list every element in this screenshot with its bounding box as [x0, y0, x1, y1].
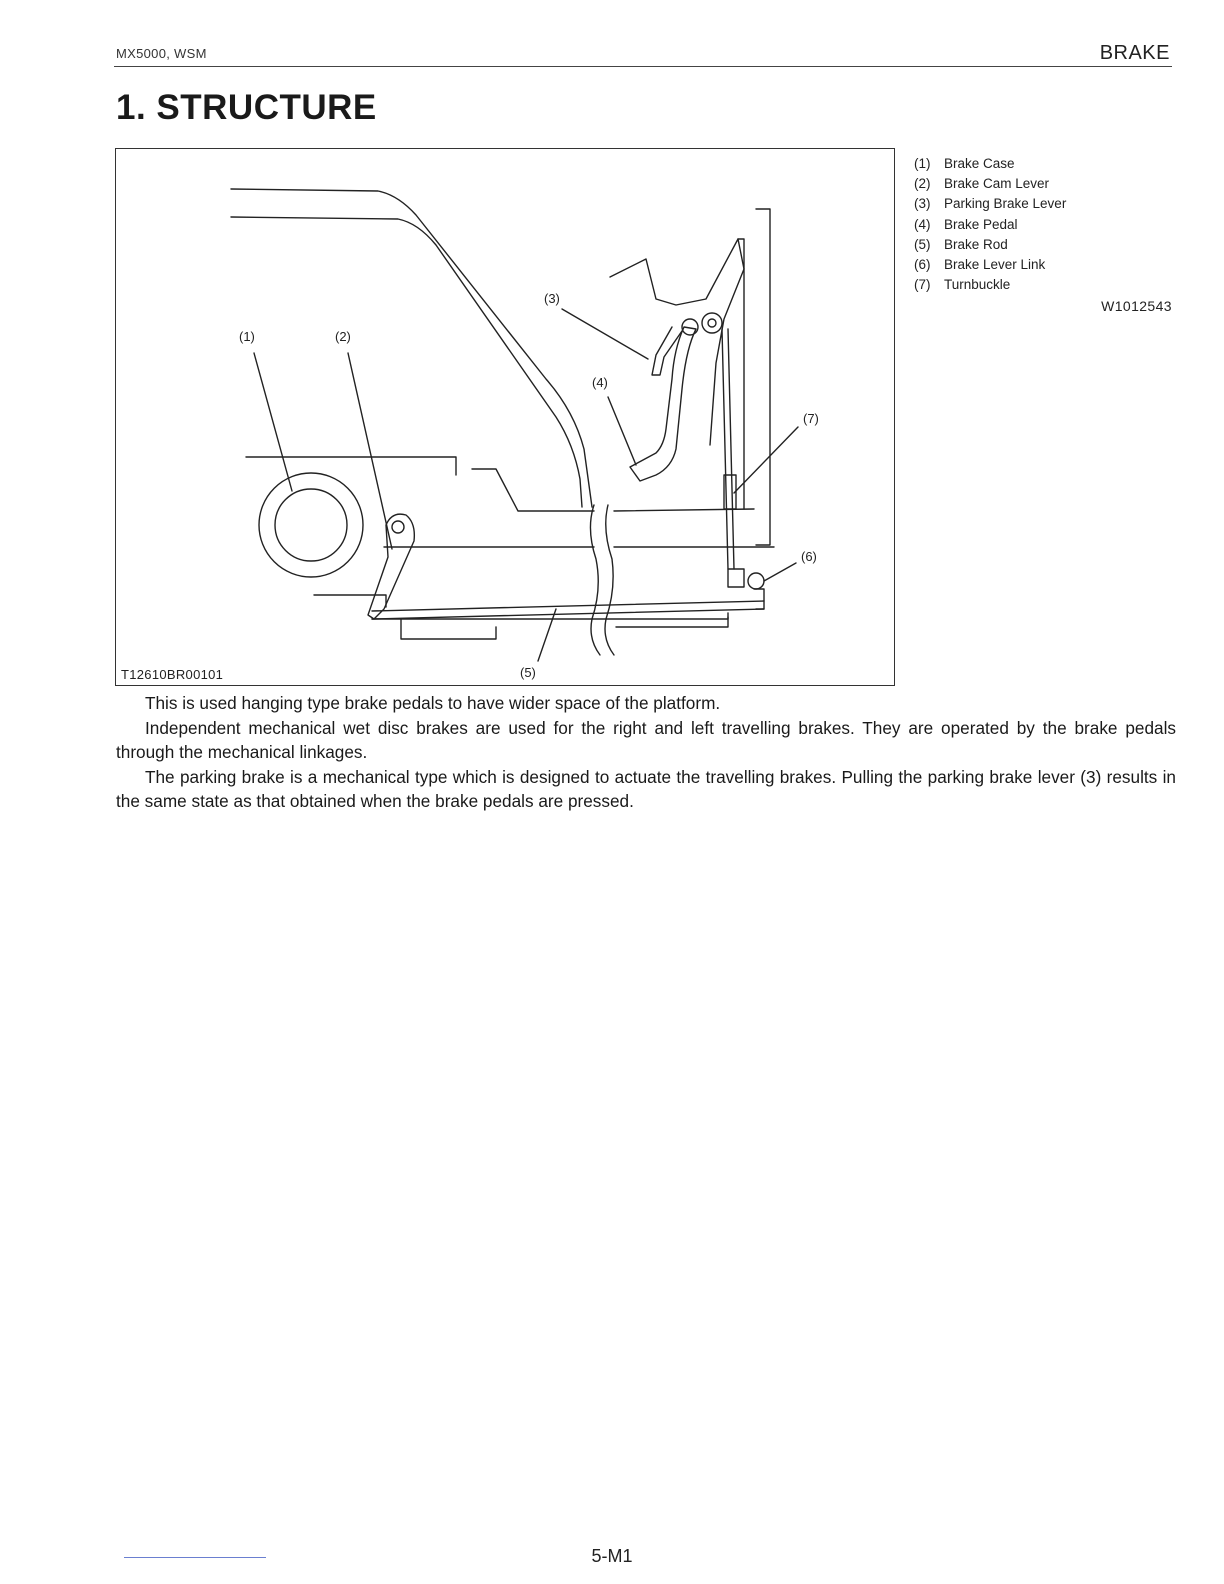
fender-outline — [231, 189, 592, 507]
brake-structure-figure — [115, 148, 895, 686]
leader-2 — [348, 353, 392, 549]
paragraph: The parking brake is a mechanical type which is designed to actuate the travelling brakes. Pulling the parking brake lever (3) results in the same state as that obtained when the brake pedals are pressed. — [116, 766, 1176, 811]
brake-pedal-arm — [630, 327, 696, 481]
leader-3 — [562, 309, 648, 359]
document-code: W1012543 — [1101, 298, 1172, 314]
brake-structure-diagram — [116, 149, 895, 686]
callout-2: (2) — [335, 329, 351, 344]
rear-panel-inner — [738, 239, 744, 509]
callout-3: (3) — [544, 291, 560, 306]
legend-item: (7) Turnbuckle — [914, 277, 1011, 293]
page-number: 5-M1 — [591, 1546, 633, 1566]
break-line-right — [605, 505, 614, 655]
platform-body — [246, 457, 594, 511]
break-line-left — [590, 505, 600, 655]
leader-6 — [764, 563, 796, 581]
manual-name: MX5000, WSM — [116, 46, 207, 61]
callout-1: (1) — [239, 329, 255, 344]
body-text — [116, 691, 1176, 814]
turnbuckle-rod — [722, 329, 734, 569]
section-name: BRAKE — [1099, 42, 1170, 64]
brake-cam-lever — [368, 514, 414, 619]
leader-5 — [538, 609, 556, 661]
paragraph: Independent mechanical wet disc brakes are used for the right and left travelling brakes. They are operated by the brake pedals through the mechanical linkages. — [116, 717, 1176, 762]
callout-6: (6) — [801, 549, 817, 564]
platform-floor — [384, 509, 774, 547]
legend-item: (4) Brake Pedal — [914, 216, 1018, 232]
leader-1 — [254, 353, 292, 491]
legend-item: (2) Brake Cam Lever — [914, 176, 1050, 192]
paragraph: This is used hanging type brake pedals to have wider space of the platform. — [145, 693, 721, 713]
link-pivot — [748, 573, 764, 589]
callout-7: (7) — [803, 411, 819, 426]
parts-legend — [914, 154, 1066, 295]
fender-inner — [231, 217, 582, 507]
legend-item: (3) Parking Brake Lever — [914, 196, 1067, 212]
legend-item: (1) Brake Case — [914, 156, 1015, 171]
legend-item: (6) Brake Lever Link — [914, 257, 1046, 273]
rear-panel — [756, 209, 770, 545]
callout-4: (4) — [592, 375, 608, 390]
callout-5: (5) — [520, 665, 536, 680]
footer-rule — [124, 1557, 266, 1558]
upper-pivot-inner — [708, 319, 716, 327]
cam-pivot — [392, 521, 404, 533]
page-title: 1. STRUCTURE — [116, 88, 377, 127]
header-rule — [114, 66, 1172, 67]
brake-rod — [372, 601, 764, 619]
upper-pivot — [702, 313, 722, 333]
leader-4 — [608, 397, 636, 465]
figure-id: T12610BR00101 — [121, 667, 224, 682]
brake-lever-link — [728, 569, 744, 587]
link-lower — [754, 589, 764, 609]
brake-case-inner — [275, 489, 347, 561]
parking-brake-lever — [652, 327, 682, 375]
legend-item: (5) Brake Rod — [914, 236, 1008, 252]
